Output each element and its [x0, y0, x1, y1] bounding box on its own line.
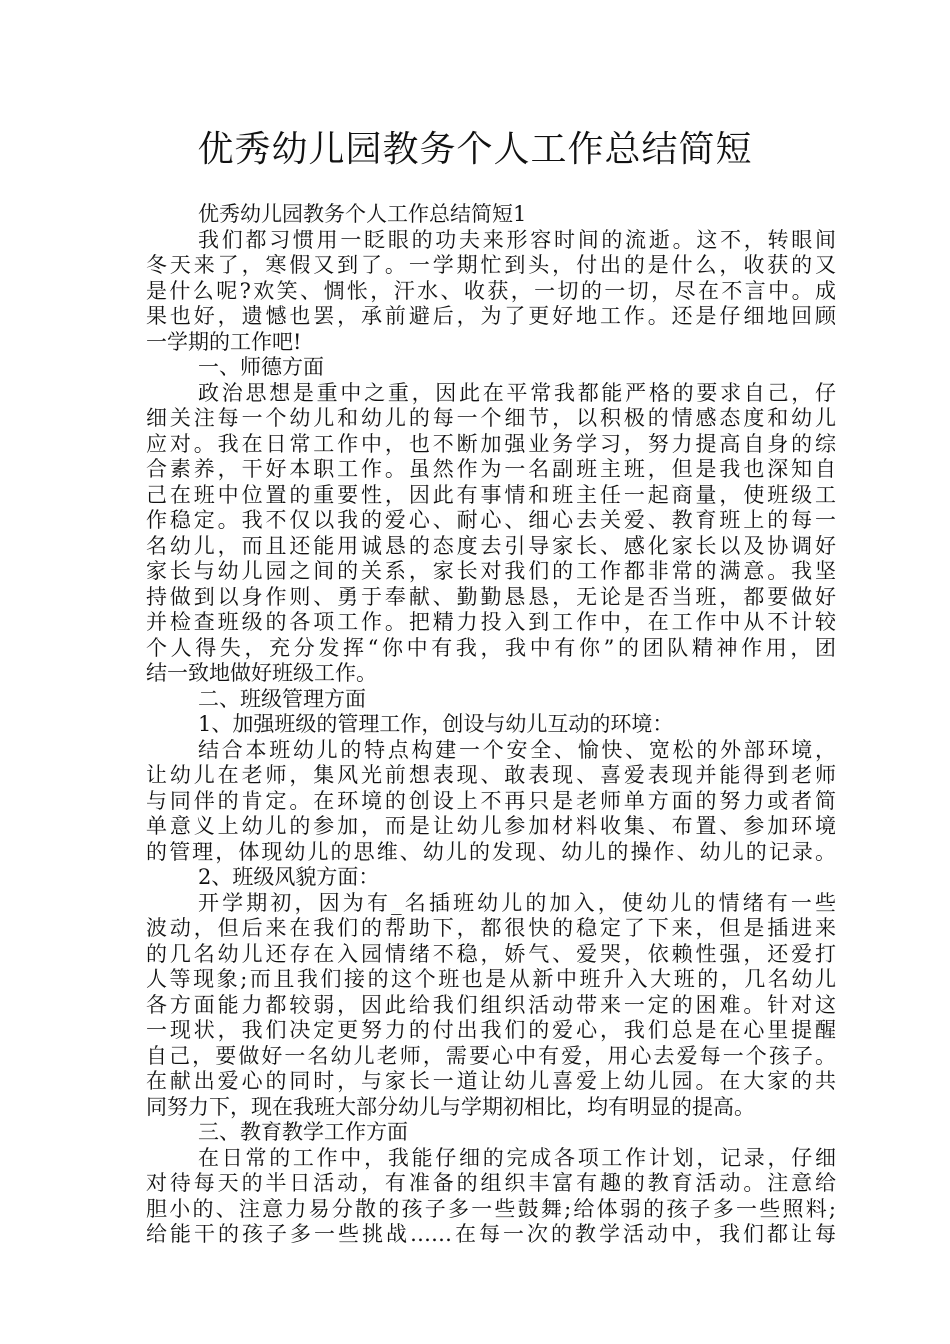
- paragraph-line: 一学期的工作吧!: [146, 329, 302, 354]
- paragraph-line: 二、班级管理方面: [198, 686, 366, 711]
- paragraph-line: 让幼儿在老师，集风光前想表现、敢表现、喜爱表现并能得到老师: [146, 763, 836, 787]
- paragraph-line: 个人得失，充分发挥“你中有我，我中有你”的团队精神作用，团: [146, 635, 836, 660]
- paragraph-line: 开学期初，因为有_名插班幼儿的加入，使幼儿的情绪有一些: [198, 890, 836, 915]
- document-title: 优秀幼儿园教务个人工作总结简短: [197, 129, 753, 170]
- paragraph-line: 同努力下，现在我班大部分幼儿与学期初相比，均有明显的提高。: [146, 1094, 755, 1119]
- paragraph-line: 合素养，干好本职工作。虽然作为一名副班主班，但是我也深知自: [146, 457, 836, 481]
- paragraph-line: 人等现象;而且我们接的这个班也是从新中班升入大班的，几名幼儿: [146, 967, 836, 991]
- paragraph-line: 给能干的孩子多一些挑战……在每一次的教学活动中，我们都让每: [146, 1222, 836, 1246]
- paragraph-line: 名幼儿，而且还能用诚恳的态度去引导家长、感化家长以及协调好: [146, 533, 836, 558]
- paragraph-line: 各方面能力都较弱，因此给我们组织活动带来一定的困难。针对这: [146, 992, 836, 1017]
- paragraph-line: 并检查班级的各项工作。把精力投入到工作中，在工作中从不计较: [146, 610, 836, 634]
- paragraph-line: 冬天来了，寒假又到了。一学期忙到头，付出的是什么，收获的又: [146, 253, 836, 277]
- paragraph-line: 持做到以身作则、勇于奉献、勤勤恳恳，无论是否当班，都要做好: [146, 584, 836, 609]
- paragraph-line: 波动，但后来在我们的帮助下，都很快的稳定了下来，但是插进来: [146, 916, 836, 940]
- paragraph-line: 三、教育教学工作方面: [198, 1120, 408, 1144]
- paragraph-line: 对待每天的半日活动，有准备的组织丰富有趣的教育活动。注意给: [146, 1171, 836, 1195]
- paragraph-line: 在日常的工作中，我能仔细的完成各项工作计划，记录，仔细: [198, 1145, 836, 1170]
- paragraph-line: 果也好，遗憾也罢，承前避后，为了更好地工作。还是仔细地回顾: [146, 304, 836, 328]
- paragraph-line: 应对。我在日常工作中，也不断加强业务学习，努力提高自身的综: [146, 431, 836, 456]
- paragraph-line: 细关注每一个幼儿和幼儿的每一个细节，以积极的情感态度和幼儿: [146, 406, 836, 430]
- paragraph-line: 结合本班幼儿的特点构建一个安全、愉快、宽松的外部环境，: [198, 737, 836, 762]
- paragraph-line: 我们都习惯用一眨眼的功夫来形容时间的流逝。这不，转眼间: [198, 227, 836, 252]
- paragraph-line: 的管理，体现幼儿的思维、幼儿的发现、幼儿的操作、幼儿的记录。: [146, 839, 836, 864]
- paragraph-line: 与同伴的肯定。在环境的创设上不再只是老师单方面的努力或者简: [146, 788, 836, 813]
- paragraph-line: 胆小的、注意力易分散的孩子多一些鼓舞;给体弱的孩子多一些照料;: [146, 1196, 836, 1221]
- paragraph-line: 的几名幼儿还存在入园情绪不稳，娇气、爱哭，依赖性强，还爱打: [146, 941, 836, 966]
- paragraph-line: 己在班中位置的重要性，因此有事情和班主任一起商量，使班级工: [146, 482, 836, 507]
- paragraph-line: 2、班级风貌方面：: [198, 865, 380, 889]
- paragraph-line: 是什么呢?欢笑、惆怅，汗水、收获，一切的一切，尽在不言中。成: [146, 278, 836, 303]
- paragraph-line: 在献出爱心的同时，与家长一道让幼儿喜爱上幼儿园。在大家的共: [146, 1069, 836, 1093]
- paragraph-line: 单意义上幼儿的参加，而是让幼儿参加材料收集、布置、参加环境: [146, 814, 836, 838]
- paragraph-line: 政治思想是重中之重，因此在平常我都能严格的要求自己，仔: [198, 380, 836, 405]
- paragraph-line: 一、师德方面: [198, 355, 324, 379]
- document-body: [146, 202, 836, 1248]
- paragraph-line: 家长与幼儿园之间的关系，家长对我们的工作都非常的满意。我坚: [146, 559, 836, 583]
- paragraph-line: 1、加强班级的管理工作，创设与幼儿互动的环境：: [198, 712, 674, 736]
- paragraph-line: 自己，要做好一名幼儿老师，需要心中有爱，用心去爱每一个孩子。: [146, 1043, 836, 1068]
- paragraph-line: 一现状，我们决定更努力的付出我们的爱心，我们总是在心里提醒: [146, 1018, 836, 1042]
- paragraph-line: 结一致地做好班级工作。: [146, 661, 377, 685]
- paragraph-line: 作稳定。我不仅以我的爱心、耐心、细心去关爱、教育班上的每一: [146, 508, 836, 532]
- paragraph-line: 优秀幼儿园教务个人工作总结简短1: [198, 202, 527, 226]
